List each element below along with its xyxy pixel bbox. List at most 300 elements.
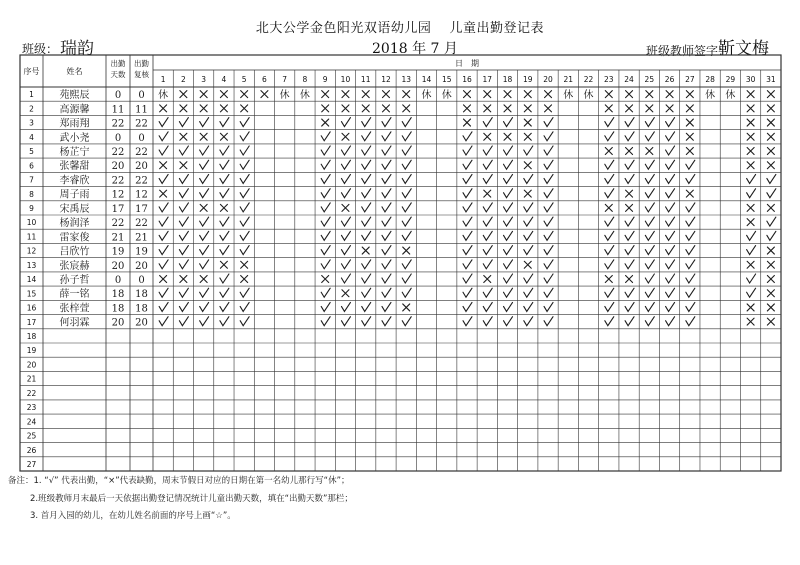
attend-days-value: 12 [111, 189, 125, 201]
check-mark [504, 160, 513, 169]
check-mark [200, 118, 209, 127]
cross-mark [767, 261, 774, 268]
cross-mark [747, 318, 754, 325]
cross-mark [666, 105, 673, 112]
day-number-30: 30 [745, 75, 756, 84]
check-mark [605, 174, 614, 183]
attend-check-value: 19 [135, 246, 148, 258]
day-number-4: 4 [221, 75, 227, 84]
row-number: 4 [29, 132, 34, 142]
cross-mark [767, 290, 774, 297]
check-mark [402, 189, 411, 198]
check-mark [747, 288, 756, 297]
check-mark [341, 217, 350, 226]
cross-mark [767, 204, 774, 211]
check-mark [321, 174, 330, 183]
check-mark [483, 217, 492, 226]
check-mark [504, 231, 513, 240]
check-mark [220, 288, 229, 297]
check-mark [605, 260, 614, 269]
day-number-31: 31 [766, 75, 776, 84]
cross-mark [686, 148, 693, 155]
cross-mark [484, 276, 491, 283]
cross-mark [747, 119, 754, 126]
attend-days-value: 20 [111, 317, 125, 329]
cross-mark [403, 91, 410, 98]
check-mark [524, 246, 533, 255]
child-name: 张馨甜 [59, 161, 90, 173]
child-name: 雷家俊 [59, 232, 90, 244]
cross-mark [626, 91, 633, 98]
check-mark [747, 174, 756, 183]
day-number-17: 17 [482, 75, 493, 84]
check-mark [463, 288, 472, 297]
rest-mark: 休 [705, 90, 716, 102]
check-mark [504, 217, 513, 226]
cross-mark [160, 190, 167, 197]
check-mark [402, 260, 411, 269]
check-mark [240, 118, 249, 127]
cross-mark [686, 91, 693, 98]
check-mark [341, 246, 350, 255]
cross-mark [747, 219, 754, 226]
cross-mark [382, 105, 389, 112]
cross-mark [545, 91, 552, 98]
check-mark [645, 217, 654, 226]
check-mark [382, 118, 391, 127]
check-mark [159, 217, 168, 226]
cross-mark [180, 91, 187, 98]
check-mark [179, 288, 188, 297]
check-mark [321, 288, 330, 297]
check-mark [179, 174, 188, 183]
cross-mark [605, 91, 612, 98]
check-mark [382, 203, 391, 212]
check-mark [200, 288, 209, 297]
attend-check-value: 17 [135, 203, 148, 215]
day-number-11: 11 [360, 75, 371, 84]
check-mark [402, 288, 411, 297]
cross-mark [747, 148, 754, 155]
check-mark [341, 317, 350, 326]
check-mark [159, 203, 168, 212]
check-mark [666, 260, 675, 269]
check-mark [544, 317, 553, 326]
check-mark [544, 288, 553, 297]
child-name: 张梓萱 [59, 303, 90, 315]
check-mark [200, 260, 209, 269]
day-number-16: 16 [462, 75, 472, 84]
check-mark [220, 246, 229, 255]
check-mark [524, 317, 533, 326]
check-mark [504, 260, 513, 269]
attend-days-value: 0 [114, 90, 122, 102]
check-mark [362, 160, 371, 169]
row-number: 10 [26, 218, 37, 228]
check-mark [463, 160, 472, 169]
check-mark [483, 246, 492, 255]
check-mark [544, 274, 553, 283]
check-mark [341, 302, 350, 311]
check-mark [402, 132, 411, 141]
cross-mark [342, 204, 349, 211]
note-3: 3. 首月入园的幼儿，在幼儿姓名前面的序号上画“☆”。 [30, 511, 236, 521]
cross-mark [342, 91, 349, 98]
cross-mark [767, 304, 774, 311]
check-mark [179, 203, 188, 212]
check-mark [483, 118, 492, 127]
cross-mark [342, 133, 349, 140]
check-mark [220, 174, 229, 183]
check-mark [179, 302, 188, 311]
check-mark [544, 146, 553, 155]
check-mark [382, 302, 391, 311]
cross-mark [747, 105, 754, 112]
check-mark [362, 132, 371, 141]
check-mark [159, 174, 168, 183]
check-mark [402, 317, 411, 326]
check-mark [666, 146, 675, 155]
check-mark [200, 302, 209, 311]
cross-mark [200, 133, 207, 140]
rest-mark: 休 [563, 90, 574, 102]
check-mark [463, 246, 472, 255]
day-number-8: 8 [302, 75, 308, 84]
check-mark [382, 217, 391, 226]
check-mark [240, 317, 249, 326]
check-mark [666, 118, 675, 127]
cross-mark [484, 91, 491, 98]
cross-mark [747, 204, 754, 211]
check-mark [504, 174, 513, 183]
child-name: 宋禹辰 [59, 203, 90, 215]
note-1: 备注：1. “√” 代表出勤，“×”代表缺勤，周末节假日对应的日期在第一名幼儿那行写“休”； [8, 476, 350, 486]
check-mark [321, 189, 330, 198]
attend-days-value: 21 [111, 232, 125, 244]
check-mark [200, 246, 209, 255]
cross-mark [524, 119, 531, 126]
cross-mark [747, 133, 754, 140]
check-mark [483, 231, 492, 240]
check-mark [382, 260, 391, 269]
day-number-9: 9 [322, 75, 328, 84]
check-mark [220, 160, 229, 169]
check-mark [220, 302, 229, 311]
cross-mark [362, 91, 369, 98]
check-mark [625, 132, 634, 141]
cross-mark [241, 261, 248, 268]
cross-mark [524, 105, 531, 112]
cross-mark [626, 276, 633, 283]
check-mark [362, 217, 371, 226]
check-mark [686, 160, 695, 169]
check-mark [524, 288, 533, 297]
cross-mark [241, 105, 248, 112]
check-mark [200, 189, 209, 198]
check-mark [382, 274, 391, 283]
check-mark [179, 317, 188, 326]
check-mark [483, 302, 492, 311]
row-number: 16 [26, 303, 37, 313]
cross-mark [686, 105, 693, 112]
check-mark [645, 118, 654, 127]
check-mark [362, 260, 371, 269]
check-mark [504, 203, 513, 212]
check-mark [240, 146, 249, 155]
cross-mark [605, 276, 612, 283]
attend-check-value: 0 [138, 132, 145, 144]
check-mark [402, 274, 411, 283]
check-mark [463, 274, 472, 283]
check-mark [605, 118, 614, 127]
teacher-signature-label: 班级教师签字： [646, 44, 731, 58]
cross-mark [767, 91, 774, 98]
check-mark [240, 189, 249, 198]
check-mark [200, 160, 209, 169]
row-number: 19 [26, 346, 37, 356]
cross-mark [605, 204, 612, 211]
cross-mark [220, 105, 227, 112]
check-mark [524, 146, 533, 155]
check-mark [544, 160, 553, 169]
cross-mark [160, 105, 167, 112]
check-mark [341, 274, 350, 283]
check-mark [524, 217, 533, 226]
check-mark [240, 246, 249, 255]
row-number: 27 [26, 460, 37, 470]
day-number-25: 25 [644, 75, 655, 84]
child-name: 何羽霖 [59, 317, 90, 329]
cross-mark [767, 318, 774, 325]
check-mark [240, 174, 249, 183]
check-mark [504, 317, 513, 326]
check-mark [362, 174, 371, 183]
check-mark [179, 189, 188, 198]
check-mark [321, 146, 330, 155]
row-number: 3 [29, 118, 34, 128]
row-number: 6 [29, 161, 34, 171]
check-mark [321, 160, 330, 169]
cross-mark [646, 105, 653, 112]
cross-mark [524, 190, 531, 197]
cross-mark [626, 105, 633, 112]
check-mark [605, 231, 614, 240]
check-mark [544, 118, 553, 127]
check-mark [504, 146, 513, 155]
header-attend-days-2: 天数 [110, 70, 126, 79]
attend-days-value: 0 [114, 275, 122, 286]
check-mark [625, 317, 634, 326]
header-name: 姓名 [66, 67, 83, 76]
check-mark [625, 231, 634, 240]
cross-mark [322, 105, 329, 112]
check-mark [362, 302, 371, 311]
child-name: 杨润泽 [59, 218, 90, 230]
day-number-27: 27 [685, 75, 695, 84]
check-mark [463, 146, 472, 155]
day-number-18: 18 [502, 75, 513, 84]
check-mark [341, 146, 350, 155]
day-number-6: 6 [262, 75, 267, 84]
check-mark [240, 217, 249, 226]
day-number-15: 15 [441, 75, 452, 84]
child-name: 武小尧 [59, 132, 90, 144]
check-mark [686, 274, 695, 283]
cross-mark [484, 190, 491, 197]
check-mark [524, 174, 533, 183]
check-mark [362, 203, 371, 212]
day-number-29: 29 [725, 75, 736, 84]
check-mark [645, 260, 654, 269]
check-mark [483, 146, 492, 155]
cross-mark [605, 148, 612, 155]
cross-mark [484, 133, 491, 140]
check-mark [402, 217, 411, 226]
header-date: 日 期 [455, 59, 479, 68]
check-mark [362, 189, 371, 198]
cross-mark [767, 148, 774, 155]
check-mark [747, 231, 756, 240]
check-mark [645, 189, 654, 198]
attend-check-value: 22 [135, 118, 148, 130]
row-number: 8 [29, 189, 34, 199]
check-mark [625, 174, 634, 183]
cross-mark [403, 105, 410, 112]
check-mark [159, 260, 168, 269]
check-mark [402, 203, 411, 212]
check-mark [645, 302, 654, 311]
attend-check-value: 0 [138, 275, 145, 286]
attend-days-value: 20 [111, 260, 125, 272]
attend-check-value: 20 [135, 161, 148, 173]
cross-mark [646, 91, 653, 98]
cross-mark [342, 105, 349, 112]
attend-check-value: 22 [135, 175, 148, 187]
check-mark [463, 217, 472, 226]
check-mark [362, 146, 371, 155]
cross-mark [160, 276, 167, 283]
cross-mark [545, 105, 552, 112]
row-number: 7 [29, 175, 34, 185]
check-mark [402, 146, 411, 155]
check-mark [463, 189, 472, 198]
check-mark [220, 274, 229, 283]
row-number: 12 [26, 246, 37, 256]
check-mark [463, 231, 472, 240]
check-mark [240, 302, 249, 311]
row-number: 14 [26, 275, 37, 285]
check-mark [321, 132, 330, 141]
check-mark [544, 189, 553, 198]
cross-mark [180, 276, 187, 283]
attend-check-value: 21 [135, 232, 148, 244]
check-mark [382, 317, 391, 326]
day-number-5: 5 [241, 75, 247, 84]
row-number: 13 [26, 260, 37, 270]
cross-mark [767, 162, 774, 169]
cross-mark [382, 91, 389, 98]
cross-mark [241, 91, 248, 98]
attend-days-value: 11 [111, 104, 125, 116]
check-mark [767, 174, 776, 183]
check-mark [382, 189, 391, 198]
child-name: 杨芷宁 [59, 147, 90, 158]
check-mark [159, 246, 168, 255]
row-number: 18 [26, 332, 37, 342]
cross-mark [464, 105, 471, 112]
check-mark [382, 160, 391, 169]
cross-mark [180, 162, 187, 169]
day-number-22: 22 [583, 75, 594, 84]
row-number: 17 [26, 317, 37, 327]
cross-mark [524, 133, 531, 140]
rest-mark: 休 [725, 90, 736, 102]
attend-check-value: 20 [135, 260, 148, 272]
check-mark [605, 189, 614, 198]
day-number-1: 1 [160, 75, 166, 84]
table-header [24, 58, 776, 84]
day-number-24: 24 [624, 75, 634, 84]
check-mark [341, 174, 350, 183]
cross-mark [626, 190, 633, 197]
day-number-28: 28 [705, 75, 715, 84]
row-number: 25 [26, 431, 37, 441]
check-mark [767, 189, 776, 198]
cross-mark [261, 91, 268, 98]
cross-mark [686, 190, 693, 197]
cross-mark [504, 133, 511, 140]
check-mark [220, 189, 229, 198]
check-mark [666, 302, 675, 311]
cross-mark [180, 105, 187, 112]
check-mark [504, 189, 513, 198]
day-number-21: 21 [563, 75, 574, 84]
row-number: 11 [26, 232, 37, 242]
day-number-2: 2 [180, 75, 186, 84]
cross-mark [767, 247, 774, 254]
check-mark [666, 132, 675, 141]
attend-days-value: 18 [111, 289, 125, 301]
attend-check-value: 20 [135, 317, 148, 329]
check-mark [666, 217, 675, 226]
check-mark [747, 274, 756, 283]
check-mark [220, 317, 229, 326]
check-mark [321, 260, 330, 269]
table-body [27, 88, 776, 469]
child-name: 郑雨翔 [59, 118, 90, 130]
check-mark [382, 132, 391, 141]
check-mark [666, 189, 675, 198]
year-month: 2018 年 7 月 [372, 41, 458, 57]
row-number: 24 [26, 417, 37, 427]
cross-mark [200, 105, 207, 112]
check-mark [645, 246, 654, 255]
header-seq: 序号 [23, 67, 40, 76]
check-mark [605, 132, 614, 141]
check-mark [544, 302, 553, 311]
cross-mark [220, 261, 227, 268]
check-mark [666, 288, 675, 297]
attend-check-value: 0 [138, 90, 145, 102]
check-mark [382, 146, 391, 155]
cross-mark [524, 162, 531, 169]
child-name: 高源馨 [59, 104, 90, 116]
check-mark [483, 260, 492, 269]
day-number-26: 26 [664, 75, 675, 84]
child-name: 孙子哲 [59, 275, 90, 286]
check-mark [321, 217, 330, 226]
check-mark [321, 231, 330, 240]
